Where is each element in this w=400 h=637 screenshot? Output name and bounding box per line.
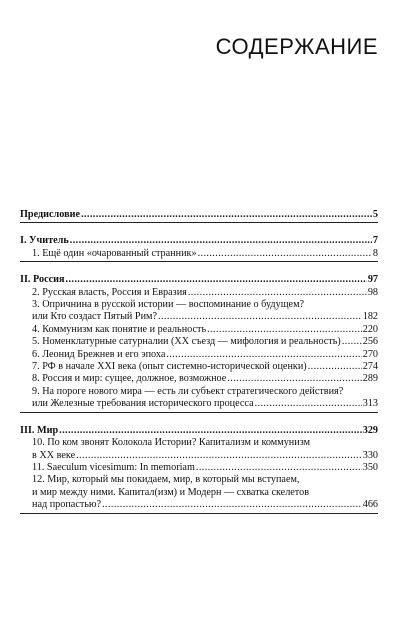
toc-entry-line	[20, 398, 378, 410]
table-of-contents	[20, 209, 378, 526]
leader-dots	[308, 361, 362, 373]
toc-entry-line	[20, 437, 378, 449]
toc-entry-line	[20, 462, 378, 474]
leader-dots	[59, 425, 362, 437]
toc-page-number: 97	[367, 274, 378, 286]
toc-entry-text: 8. Россия и мир: сущее, должное, возможное	[32, 373, 227, 385]
toc-section-heading	[20, 425, 378, 437]
toc-entry-line	[20, 324, 378, 336]
section-heading-label: III. Мир	[20, 424, 59, 436]
toc-entry-line	[20, 299, 378, 311]
toc-entry-text: 1. Ещё один «очарованный странник»	[32, 247, 197, 259]
leader-dots	[188, 287, 367, 299]
toc-page-number: 313	[362, 398, 378, 410]
leader-dots	[255, 398, 362, 410]
toc-section	[20, 274, 378, 412]
toc-entry-line	[20, 474, 378, 486]
leader-dots	[158, 311, 362, 323]
toc-entry-text: 12. Мир, который мы покидаем, мир, в который мы вступаем,	[32, 474, 300, 486]
leader-dots	[196, 462, 362, 474]
toc-entry-line	[20, 487, 378, 499]
toc-page-number: 220	[362, 323, 378, 335]
toc-entry-text: 9. На пороге нового мира — есть ли субъект стратегического действия?	[32, 385, 344, 397]
leader-dots	[66, 274, 367, 286]
toc-section-heading	[20, 235, 378, 247]
toc-entry-line	[20, 336, 378, 348]
toc-page-number: 466	[362, 499, 378, 511]
toc-page-number: 8	[372, 247, 378, 259]
section-heading-label: I. Учитель	[20, 235, 69, 247]
toc-entry-text: 4. Коммунизм как понятие и реальность	[32, 323, 207, 335]
toc-entry-text: над пропастью?	[32, 499, 102, 511]
toc-entry-text: 10. По ком звонят Колокола Истории? Капитализм и коммунизм	[32, 437, 311, 449]
toc-page-number: 7	[372, 235, 378, 247]
toc-page-number: 256	[362, 336, 378, 348]
leader-dots	[342, 336, 362, 348]
toc-page-number: 5	[372, 209, 378, 220]
toc-page-number: 270	[362, 348, 378, 360]
toc-entry-line	[20, 287, 378, 299]
toc-page-number: 98	[367, 286, 378, 298]
toc-entry-text: 3. Опричнина в русской истории — воспоминание о будущем?	[32, 299, 305, 311]
toc-entry-text: 2. Русская власть, Россия и Евразия	[32, 286, 187, 298]
toc-entry-line	[20, 450, 378, 462]
leader-dots	[70, 235, 372, 247]
leader-dots	[227, 373, 361, 385]
toc-entry-text: и мир между ними. Капитал(изм) и Модерн — схватка скелетов	[32, 486, 310, 498]
toc-entry-label: Предисловие	[20, 209, 80, 220]
toc-entry-text: в ХХ веке	[32, 449, 76, 461]
toc-entry-line	[20, 248, 378, 260]
toc-page-number: 289	[362, 373, 378, 385]
toc-page-number: 350	[362, 461, 378, 473]
leader-dots	[76, 450, 362, 462]
toc-entry-text: 7. РФ в начале XXI века (опыт системно-исторической оценки)	[32, 361, 307, 373]
leader-dots	[198, 248, 372, 260]
toc-entry-line	[20, 499, 378, 511]
toc-entry-preface	[20, 209, 378, 221]
toc-preface-section	[20, 209, 378, 223]
toc-section	[20, 425, 378, 514]
toc-entry-line	[20, 349, 378, 361]
leader-dots	[102, 499, 362, 511]
toc-entry-text: 6. Леонид Брежнев и его эпоха	[32, 348, 166, 360]
toc-entry-line	[20, 361, 378, 373]
toc-entry-line	[20, 311, 378, 323]
leader-dots	[207, 324, 362, 336]
toc-entry-text: или Железные требования исторического процесса	[32, 398, 254, 410]
toc-entry-text: 11. Saeculum vicesimum: In memoriam	[32, 461, 195, 473]
toc-entry-line	[20, 386, 378, 398]
toc-page-number: 182	[362, 311, 378, 323]
toc-sections	[20, 235, 378, 513]
toc-entry-text: или Кто создаст Пятый Рим?	[32, 311, 158, 323]
toc-entry-line	[20, 373, 378, 385]
toc-section	[20, 235, 378, 262]
page-title: СОДЕРЖАНИЕ	[215, 34, 378, 59]
toc-section-heading	[20, 274, 378, 286]
section-heading-label: II. Россия	[20, 274, 65, 286]
toc-page-number: 274	[362, 361, 378, 373]
toc-page-number: 330	[362, 449, 378, 461]
leader-dots	[81, 209, 372, 221]
leader-dots	[166, 349, 361, 361]
toc-page-number: 329	[362, 424, 378, 436]
toc-entry-text: 5. Номенклатурные сатурналии (ХХ съезд — мифология и реальность)	[32, 336, 341, 348]
